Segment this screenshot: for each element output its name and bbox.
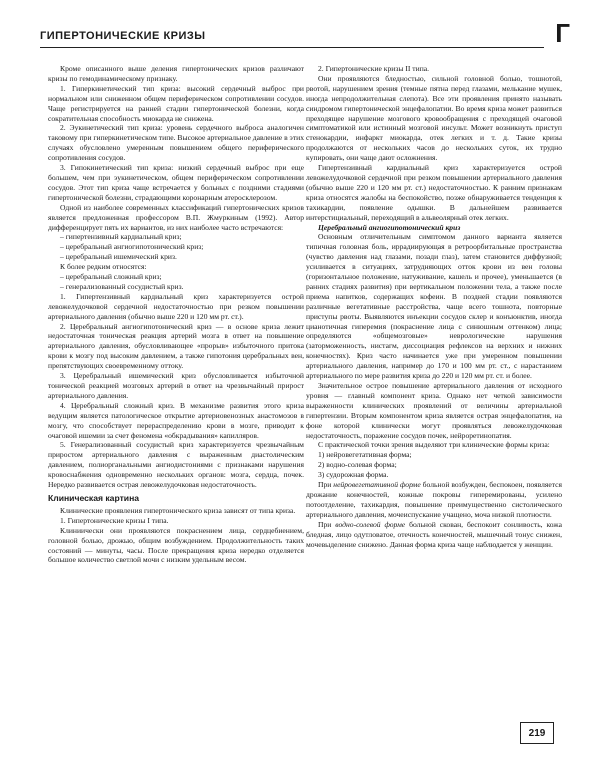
- section-letter: Г: [555, 18, 570, 48]
- left-column: [48, 64, 304, 565]
- paragraph: Значительное острое повышение артериального давления от исходного уровня — главный компонент криза. Однако нет четкой зависимости выраженности клинических проявлений от величины артериальной гипертензии. Вторым компонентом криза является острая энцефалопатия, на фоне которой клинически могут проявляться левожелудочковая недостаточность, поражение сосудов почек, нейроретинопатия.: [306, 381, 562, 440]
- list-item: – церебральный сложный криз;: [60, 272, 162, 282]
- paragraph: К более редким относятся:: [60, 262, 147, 272]
- list-item: – церебральный ишемический криз.: [60, 252, 177, 262]
- paragraph: 2. Гипертонические кризы II типа.: [318, 64, 430, 73]
- paragraph: С практической точки зрения выделяют три клинические формы криза:: [318, 440, 550, 450]
- section-heading: Клиническая картина: [48, 492, 140, 503]
- paragraph: [306, 480, 562, 520]
- right-column: [306, 64, 562, 549]
- text-span: больной возбужден, беспокоен, появляется дрожание конечностей, кожные покровы гиперемированы, усилено потоотделение, тахикардия, повышение преимущественно систолического артериального давления, мочеиспускание учащено, моча низкой плотности.: [306, 480, 562, 519]
- text-span: больной скован, беспокоит сонливость, кожа бледная, лицо одутловатое, отечность конечностей, мышечный тонус снижен, мочевыделение снижено. Данная форма криза чаще наблюдается у женщин.: [306, 519, 562, 549]
- list-item: 3) судорожная форма.: [318, 470, 389, 480]
- running-title: ГИПЕРТОНИЧЕСКИЕ КРИЗЫ: [40, 30, 206, 42]
- paragraph: Гипертензивный кардиальный криз характеризуется острой левожелудочковой сердечной при резком повышении артериального давления (обычно выше 220 и 120 мм рт. ст.) недостаточностью. К ранним признакам криза относятся жалобы на беспокойство, позже обнаруживается тенденция к тахикардии, появление одышки. В дальнейшем развивается интерстициальный, переходящий в альвеолярный отек легких.: [306, 163, 562, 222]
- emphasis-term: водно-солевой форме: [335, 519, 406, 529]
- running-header: [40, 18, 570, 48]
- page-number: 219: [520, 722, 554, 744]
- paragraph: 3. Церебральный ишемический криз обусловливается избыточной тонической реакцией мозговых артерий в ответ на чрезвычайный прирост артериального давления.: [48, 371, 304, 400]
- paragraph: Они проявляются бледностью, сильной головной болью, тошнотой, рвотой, нарушением зрения (темные пятна перед глазами, мелькание мушек, иногда непродолжительная слепота). Все эти проявления принято называть синдромом гипертонической энцефалопатии. Во время криза может развиться преходящее нарушение мозгового кровообращения с преходящей очаговой симптоматикой или истинный мозговой инсульт. Может возникнуть приступ стенокардии, инфаркт миокарда, отек легких и т. д. Такие кризы продолжаются от нескольких часов до нескольких суток, их трудно купировать, они чаще дают осложнения.: [306, 73, 562, 163]
- list-item: – церебральный ангиогипотонический криз;: [60, 242, 204, 252]
- paragraph: 1. Гиперкинетический тип криза: высокий сердечный выброс при нормальном или сниженном общем периферическом сопротивлении сосудов. Чаще регистрируется на ранней стадии гипертонической болезни, когда сократительная способность миокарда не снижена.: [48, 83, 304, 123]
- list-item: 2) водно-солевая форма;: [318, 460, 397, 470]
- paragraph: Одной из наиболее современных классификаций гипертонических кризов является предложенная профессором В.П. Жмуркиным (1992). Автор дифференцирует пять их вариантов, из них наиболее часто встречаются:: [48, 202, 304, 232]
- paragraph: Клинические проявления гипертонического криза зависят от типа криза.: [60, 505, 296, 515]
- paragraph: 4. Церебральный сложный криз. В механизме развития этого криза ведущим является патологическое открытие артериовенозных анастомозов в мозгу, что способствует перераспределению крови в мозге, приводит к очаговой ишемии за счет феномена «обкрадывания» капилляров.: [48, 400, 304, 440]
- paragraph: [306, 520, 562, 550]
- paragraph: 2. Церебральный ангиогипотонический криз — в основе криза лежит недостаточная тоническая реакция артерий мозга в ответ на повышение артериального давления, обусловливающее «прорыв» избыточного притока крови к мозгу под высоким давлением, а также гипотония церебральных вен, препятствующих своевременному оттоку.: [48, 321, 304, 371]
- paragraph: Кроме описанного выше деления гипертонических кризов различают кризы по гемодинамическому признаку.: [48, 64, 304, 83]
- list-item: – гипертензивный кардиальный криз;: [60, 232, 182, 242]
- list-item: – генерализованный сосудистый криз.: [60, 281, 184, 291]
- text-span: При: [318, 519, 336, 529]
- paragraph: 5. Генерализованный сосудистый криз характеризуется чрезвычайным приростом артериального давления с выраженным диастолическим давлением, полиорганальными ангиодистониями с признаками нарушения кровоснабжения одновременно нескольких органов: мозга, сердца, почек. Нередко развивается острая левожелудочковая недостаточность.: [48, 440, 304, 490]
- list-item: 1) нейровегетативная форма;: [318, 450, 412, 460]
- paragraph: 3. Гипокинетический тип криза: низкий сердечный выброс при еще большем, чем при эукинетическом, общем периферическом сопротивлении сосудов. Этот тип криза чаще встречается у больных с поздними стадиями гипертонической болезни, страдающими коронарным атеросклерозом.: [48, 163, 304, 202]
- paragraph: 2. Эукинетический тип криза: уровень сердечного выброса аналогичен таковому при гиперкинетическом типе. Высокое артериальное давление в этих случаях обусловлено умеренным повышением общего периферического сопротивления сосудов.: [48, 123, 304, 163]
- paragraph: 1. Гипертензивный кардиальный криз характеризуется острой левожелудочковой сердечной недостаточностью при резком повышении артериального давления (обычно выше 220 и 120 мм рт. ст.).: [48, 291, 304, 321]
- paragraph: Основным отличительным симптомом данного варианта является типичная головная боль, иррадиирующая в ретроорбитальные пространства (чувство давления над глазами, позади глаз), затем становится диффузной; усиливается в ситуациях, затрудняющих отток крови из вен головы (горизонтальное положение, натуживание, кашель и прочее), уменьшается (в ранних стадиях развития) при вертикальном положении тела, а также после приема напитков, содержащих кофеин. В поздней стадии появляются различные вегетативные расстройства, чаще всего тошнота, повторные приступы рвоты. Выявляются инъекции сосудов склер и конъюнктив, иногда цианотичная гиперемия (покраснение лица с синюшным оттенком) лица; определяются «общемозговые» неврологические нарушения (заторможенность, нистагм, диссоциация рефлексов на верхних и нижних конечностях). Криз часто начинается уже при умеренном повышении артериального давления, например до 170 и 100 мм рт. ст., с нарастанием артериального по мере развития криза до 220 и 120 мм рт. ст. и более.: [306, 232, 562, 381]
- text-span: При: [318, 480, 334, 490]
- subsection-heading: Церебральный ангиогипотонический криз: [318, 222, 461, 232]
- emphasis-term: нейровегетативной форме: [333, 480, 421, 490]
- paragraph: 1. Гипертонические кризы I типа.: [60, 515, 169, 525]
- paragraph: Клиниически они проявляются покраснением лица, сердцебиением, головной болью, дрожью, общим возбуждением. Продолжительность таких состояний — минуты, часы. После прекращения криза нередко отделяется большое количество светлой мочи с низким удельным весом.: [48, 525, 304, 565]
- header-rule: [40, 47, 544, 48]
